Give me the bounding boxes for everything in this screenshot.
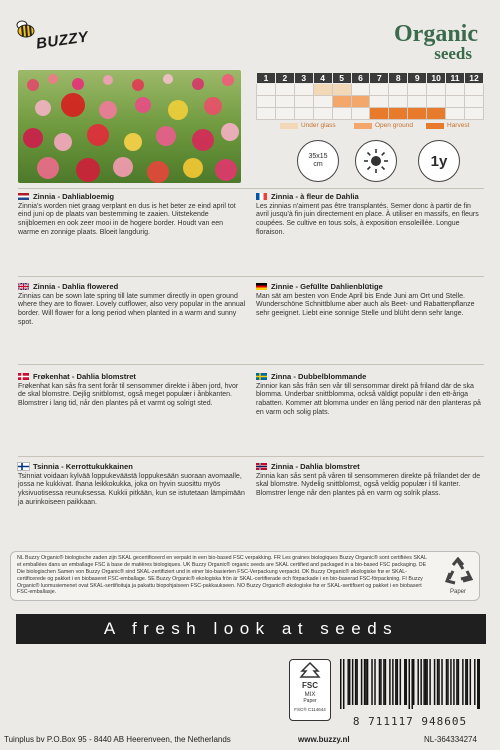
fsc-logo [289, 659, 331, 721]
seeds-label: seeds [434, 43, 472, 63]
barcode-bar [379, 659, 380, 705]
buzzy-logo [12, 18, 90, 58]
organic-seeds-title [394, 21, 478, 63]
calendar-cell [464, 96, 483, 108]
calendar-cell [389, 108, 408, 120]
barcode-bar [458, 659, 459, 705]
section-title: Zinnia - Dahlia flowered [33, 282, 119, 291]
barcode-bar [477, 659, 478, 709]
calendar-cell [313, 84, 332, 96]
slogan-banner [16, 614, 486, 644]
calendar-cell [294, 96, 313, 108]
slogan-text: A fresh look at seeds [103, 619, 399, 638]
annual-icon [418, 140, 460, 182]
calendar-cell [370, 84, 389, 96]
recycle-icon [438, 557, 478, 601]
calendar-row [257, 84, 484, 96]
barcode [340, 659, 480, 728]
barcode-bar [470, 659, 471, 705]
section-text: Zinnias can be sown late spring till late summer directly in open ground where they are to flower. Lovely cutflower, also very popular in the annual border. Will flower for a long period when planted in a warm and sunny spot. [18, 292, 246, 326]
barcode-bar [395, 659, 396, 705]
barcode-bar [367, 659, 368, 705]
section-title: Zinnia - à fleur de Dahlia [271, 192, 359, 201]
calendar-cell [351, 108, 370, 120]
month-header: 1 [257, 73, 276, 84]
flag-de-icon [256, 283, 267, 290]
section-fi [18, 462, 246, 508]
month-header: 7 [370, 73, 389, 84]
barcode-bar [429, 659, 430, 705]
section-text: Frøkenhat kan sås fra sent forår til sensommer direkte i åben jord, hvor de skal blomstre. Dejlig snitblomst, også meget populær i ånbkanten. Blomstrer i lang tid, når den plantes på et varmt og solrigt sted. [18, 382, 239, 408]
footer-code: NL-364334274 [424, 735, 477, 744]
certification-notice [10, 551, 480, 601]
calendar-cell [294, 84, 313, 96]
barcode-bar [474, 659, 475, 705]
barcode-bar [343, 659, 344, 709]
barcode-bar [450, 659, 451, 705]
barcode-bar [417, 659, 418, 705]
month-header: 12 [464, 73, 483, 84]
footer [0, 732, 500, 750]
barcode-bar [467, 659, 468, 705]
barcode-bar [400, 659, 401, 705]
barcode-bar [423, 659, 424, 705]
month-header: 10 [427, 73, 446, 84]
section-gb [18, 282, 246, 328]
fsc-mix: MIX [304, 692, 316, 698]
calendar-cell [370, 108, 389, 120]
barcode-bar [411, 659, 412, 709]
calendar-cell [313, 96, 332, 108]
divider [18, 364, 484, 365]
calendar-cell [446, 96, 465, 108]
calendar-cell [389, 84, 408, 96]
section-title: Tsinnia - Kerrottukukkainen [33, 462, 133, 471]
barcode-bar [441, 659, 442, 705]
barcode-bar [437, 659, 438, 705]
sowing-calendar [256, 72, 484, 120]
month-header: 11 [446, 73, 465, 84]
section-fr [256, 192, 484, 238]
spacing-icon [297, 140, 339, 182]
barcode-bar [389, 659, 390, 705]
section-text: Tsinniat voidaan kylvää loppukeväästä loppukesään suoraan avomaalle, jossa ne kukkivat. Ihana leikkokukka, joka on hyvin suosittu myös yksivuotisessa reunuksessa. Kukkii pitkään, kun se istutetaan lämpimään ja aurinkoiseen paikkaan. [18, 472, 245, 506]
calendar-cell [332, 108, 351, 120]
calendar-cell [427, 96, 446, 108]
logo-text: BUZZY [35, 28, 90, 53]
zinnia-photo [18, 70, 241, 183]
divider [18, 188, 484, 189]
month-header: 4 [313, 73, 332, 84]
barcode-bar [465, 659, 466, 705]
section-title: Frøkenhat - Dahlia blomstret [33, 372, 136, 381]
barcode-bar [413, 659, 414, 705]
calendar-cell [351, 96, 370, 108]
barcode-bar [425, 659, 426, 705]
barcode-bar [438, 659, 439, 705]
flag-se-icon [256, 373, 267, 380]
section-de [256, 282, 484, 319]
barcode-bar [479, 659, 480, 709]
divider [18, 276, 484, 277]
calendar-cell [351, 84, 370, 96]
barcode-bar [447, 659, 448, 705]
section-nl [18, 192, 246, 238]
footer-address: Tuinplus bv P.O.Box 95 - 8440 AB Heerenveen, the Netherlands [4, 735, 231, 744]
section-text: Les zinnias n'aiment pas être transplantés. Semer donc à partir de fin avril jusqu'à fin juin directement en place. À utiliser en massifs, en fleurs coupées. Se cultive en tous sols, à exposition ensoleillée. Longue floraison. [256, 202, 479, 236]
bee-icon [14, 20, 36, 38]
section-text: Zinnia's worden niet graag verplant en dus is het beter ze eind april tot eind juni op de plaats van bestemming te zaaien. Uitstekende snijbloemen en ook zeer mooi in de hogere border. Houdt van een warme en zonnige plaats. Bloeit langdurig. [18, 202, 236, 236]
barcode-bar [371, 659, 372, 705]
calendar-cell [446, 84, 465, 96]
flag-gb-icon [18, 283, 29, 290]
calendar-cell [275, 96, 294, 108]
barcode-bar [356, 659, 357, 705]
calendar-cell [464, 84, 483, 96]
footer-website[interactable]: www.buzzy.nl [298, 735, 350, 744]
legend-harvest: Harvest [426, 122, 469, 129]
calendar-cell [294, 108, 313, 120]
barcode-bar [446, 659, 447, 705]
barcode-bar [406, 659, 407, 705]
calendar-cell [257, 84, 276, 96]
barcode-bar [385, 659, 386, 705]
calendar-cell [408, 84, 427, 96]
barcode-bar [397, 659, 398, 705]
section-title: Zinna - Dubbelblommande [271, 372, 367, 381]
sun-icon [355, 140, 397, 182]
barcode-bar [383, 659, 384, 705]
organic-label: Organic [394, 21, 478, 47]
barcode-bar [404, 659, 405, 705]
fsc-code: FSC® C114644 [294, 707, 326, 712]
barcode-number: 8 711117 948605 [352, 715, 468, 728]
legend-under-glass: Under glass [280, 122, 336, 129]
barcode-bar [426, 659, 427, 705]
barcode-bar [462, 659, 463, 705]
barcode-bar [380, 659, 381, 705]
flag-dk-icon [18, 373, 29, 380]
calendar-row [257, 108, 484, 120]
month-header: 3 [294, 73, 313, 84]
month-header: 5 [332, 73, 351, 84]
calendar-legend [256, 122, 484, 132]
calendar-cell [275, 84, 294, 96]
calendar-cell [257, 96, 276, 108]
barcode-bar [361, 659, 362, 705]
calendar-cell [446, 108, 465, 120]
calendar-cell [332, 96, 351, 108]
recycle-label: Paper [449, 589, 466, 595]
legend-open-ground: Open ground [354, 122, 413, 129]
month-header: 8 [389, 73, 408, 84]
barcode-bar [364, 659, 365, 705]
fsc-paper: Paper [303, 698, 317, 704]
section-text: Man sät am besten von Ende April bis Ende Juni am Ort und Stelle. Wunderschöne Schnittblume aber auch als Beet- und Rabattenpflanze sehr geeignet. Liebt eine sonnige Stelle und blüht denn sehr lange. [256, 292, 475, 318]
barcode-bar [352, 659, 353, 705]
section-title: Zinnie - Gefüllte Dahlienblütige [271, 282, 383, 291]
barcode-bar [347, 659, 348, 705]
flag-no-icon [256, 463, 267, 470]
barcode-bar [392, 659, 393, 705]
month-header: 9 [408, 73, 427, 84]
calendar-cell [427, 84, 446, 96]
flag-fr-icon [256, 193, 267, 200]
barcode-bar [456, 659, 457, 705]
barcode-bar [374, 659, 375, 705]
calendar-table [256, 72, 484, 120]
calendar-cell [389, 96, 408, 108]
barcode-bar [420, 659, 421, 705]
calendar-cell [257, 108, 276, 120]
divider [18, 456, 484, 457]
barcode-bar [355, 659, 356, 705]
barcode-bar [365, 659, 366, 705]
calendar-cell [370, 96, 389, 108]
month-header: 2 [275, 73, 294, 84]
section-title: Zinnia - Dahliabloemig [33, 192, 115, 201]
calendar-cell [427, 108, 446, 120]
section-no [256, 462, 484, 499]
barcode-bar [409, 659, 410, 709]
flag-fi-icon [18, 463, 29, 470]
section-text: Zinnior kan sås från sen vår till sensommar direkt på friland där de ska blomma. Underbar snittblomma, också väldigt populär i den ett-åriga rabatten. Kommer att blomma under en lång period när den planteras på en varm och solig plats. [256, 382, 481, 416]
calendar-cell [313, 108, 332, 120]
calendar-cell [275, 108, 294, 120]
section-title: Zinnia - Dahlia blomstret [271, 462, 360, 471]
flag-nl-icon [18, 193, 29, 200]
fsc-name: FSC [302, 681, 318, 690]
barcode-bar [340, 659, 341, 709]
barcode-bars [340, 659, 480, 709]
barcode-bar [434, 659, 435, 705]
calendar-cell [332, 84, 351, 96]
calendar-cell [408, 96, 427, 108]
section-text: Zinnia kan sås sent på våren til sensommeren direkte på frilandet der de skal blomstre. Nydelig snittblomst, også veldig populær i til kanter. Blomstrer lenge når den plantes på en varm og solrik plass. [256, 472, 481, 498]
month-header: 6 [351, 73, 370, 84]
section-dk [18, 372, 246, 409]
calendar-cell [464, 108, 483, 120]
annual-label: 1y [430, 152, 448, 170]
fsc-tree-icon [299, 662, 321, 680]
calendar-cell [408, 108, 427, 120]
section-se [256, 372, 484, 418]
certification-text: NL Buzzy Organic® biologische zaden zijn SKAL gecertificeerd en verpakt in een bio-based FSC verpakking. FR Les graines biologiques Buzzy Organic® sont certifiées SKAL et emballées dans un emballage FSC à base de matières biologiques. UK Buzzy Organic® organic seeds are SKAL certified and packaged in a bio-based FSC packaging. DE Die biologischen Samen von Buzzy Organic® sind SKAL-zertifiziert und in einer bio-basierten FSC-Verpackung verpackt. DK Buzzy Organic® økologiske frø er SKAL-certificerede og pakket i en biobaseret FSC-emballage. SE Buzzy Organic® ekologiska frön är SKAL-certifierade och förpackade i en bio-baserad FSC-förpackning. FI Buzzy Organic® luomusiemenet ovat SKAL-sertifioituja ja pakattu biopohjaiseen FSC-pakkaukseen. NO Buzzy Organic® økologiske frø er SKAL-sertifisert og pakket i en biobasert FSC-emballasje. [17, 555, 427, 596]
spacing-label: 35x15 cm [308, 153, 328, 168]
barcode-bar [453, 659, 454, 705]
barcode-bar [349, 659, 350, 705]
calendar-row [257, 96, 484, 108]
